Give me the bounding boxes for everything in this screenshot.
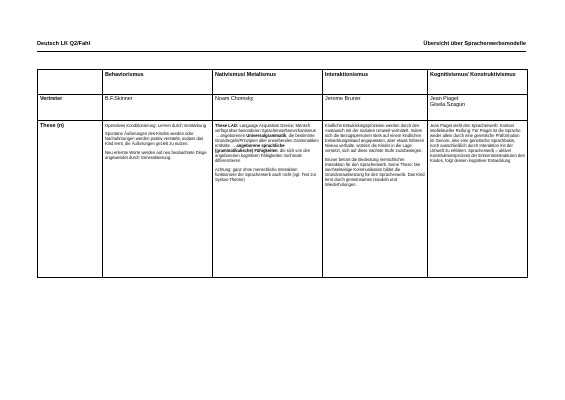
- universalgrammatik-term: Universalgrammatik: [246, 132, 287, 138]
- paragraph: Spontane Äußerungen des Kindes werden oder Nachahmungen werden positiv verstärkt, sodass das Kind lernt, die Äußerungen gezielt zu nutzen.: [105, 131, 204, 147]
- table-header-row: [38, 70, 528, 95]
- cell-these-nativismus: [213, 121, 323, 278]
- header-cell-empty: [38, 70, 103, 95]
- row-label-vertreter: Vertreter: [38, 94, 103, 121]
- paragraph: Jean Piaget sieht den Spracherwerb: Kontext intellektueller Reifung. Für Piaget ist die Sprache weder allein durch eine genetische Präformation im Genom, also eine genetische Sprachbasis, noch ausschließlich durch Interaktion mit der Umwelt zu erklären. Spracherwerb = aktiver Konstruktionsprozess der Erkenntnisstrukturen des Kindes, folgt dessen kognitiver Entwicklung: [430, 122, 525, 164]
- cell-these-interaktionismus: [323, 121, 428, 278]
- cell-these-behaviorismus: [103, 121, 213, 278]
- paragraph: Operatives Konditionierung: Lernen durch Verstärkung: [105, 122, 207, 128]
- cell-vertreter-kognitivismus: Jean Piaget Gisela Szagun: [428, 94, 528, 121]
- cell-vertreter-interaktionismus: Jerome Bruner: [323, 94, 428, 121]
- paragraph: Bruner betont die Bedeutung menschlicher Interaktion für den Spracherwerb. Seine These: Die wechselseitige Kommunikation bildet die Grundvoraussetzung für den Spracherwerb. Das Kind lernt durch gemeinsames Handeln und Wiederholungen.: [325, 156, 425, 188]
- row-label-these: These (n): [38, 121, 103, 278]
- table-row-vertreter: [38, 94, 528, 121]
- header-cell-nativismus: Nativismus/ Metalismus: [213, 70, 323, 95]
- text-run: , die sich von den angeborenen kognitiven Fähigkeiten nochmals differenzieren: [215, 147, 311, 164]
- header-rule: [37, 51, 526, 52]
- lad-heading: These LAD:: [215, 122, 239, 128]
- cell-vertreter-nativismus: Noam Chomsky: [213, 94, 323, 121]
- cell-vertreter-behaviorismus: B.F.Skinner: [103, 94, 213, 121]
- text-run: , die bestimmte Grundregeln/Prinzipien aller erwerbenden Grammatiken enthalte →: [215, 132, 319, 148]
- header-cell-kognitivismus: Kognitivismus/ Konstruktivismus: [428, 70, 528, 95]
- table-row-these: [38, 121, 528, 278]
- document-title: Übersicht über Spracherwerbsmodelle: [423, 41, 526, 47]
- paragraph: Neu erlernte Worte werden auf neu beobachtete Dinge angewendet durch Generalisierung.: [105, 149, 207, 160]
- course-label: Deutsch LK Q2/Fahl: [37, 41, 91, 47]
- paragraph-achtung: Achtung: ganz ohne menschliche Interaktion funktioniere der Spracherwerb auch nicht (vgl. Text zur Syntax-Theorie): [215, 166, 317, 182]
- text-run: Language Acquisition Device; Mensch verfügt über besonderen Spracherwerbsmechanismus → angeborenen: [215, 122, 316, 138]
- paragraph: Kindliche Entwicklungsprozesse werden durch den Austausch mit der sozialen Umwelt vermittelt. Indem sich die Bezugspersonen stets auf einem kindlichen Entwicklungsstand angepassten, aber etwas höheren Niveau verhalte, würden die Kinder in die Lage versetzt, sich auf diese nächste Stufe zuzubewegen.: [325, 122, 425, 153]
- overview-table: [37, 69, 528, 278]
- page-header: [37, 41, 526, 51]
- faehigkeiten-term: angeborene sprachliche (grammatikalische) Fähigkeiten: [215, 142, 285, 153]
- header-cell-interaktionismus: Interaktionismus: [323, 70, 428, 95]
- header-cell-behaviorismus: Behaviorismus: [103, 70, 213, 95]
- cell-these-kognitivismus: [428, 121, 528, 278]
- paragraph-lad: [215, 123, 320, 164]
